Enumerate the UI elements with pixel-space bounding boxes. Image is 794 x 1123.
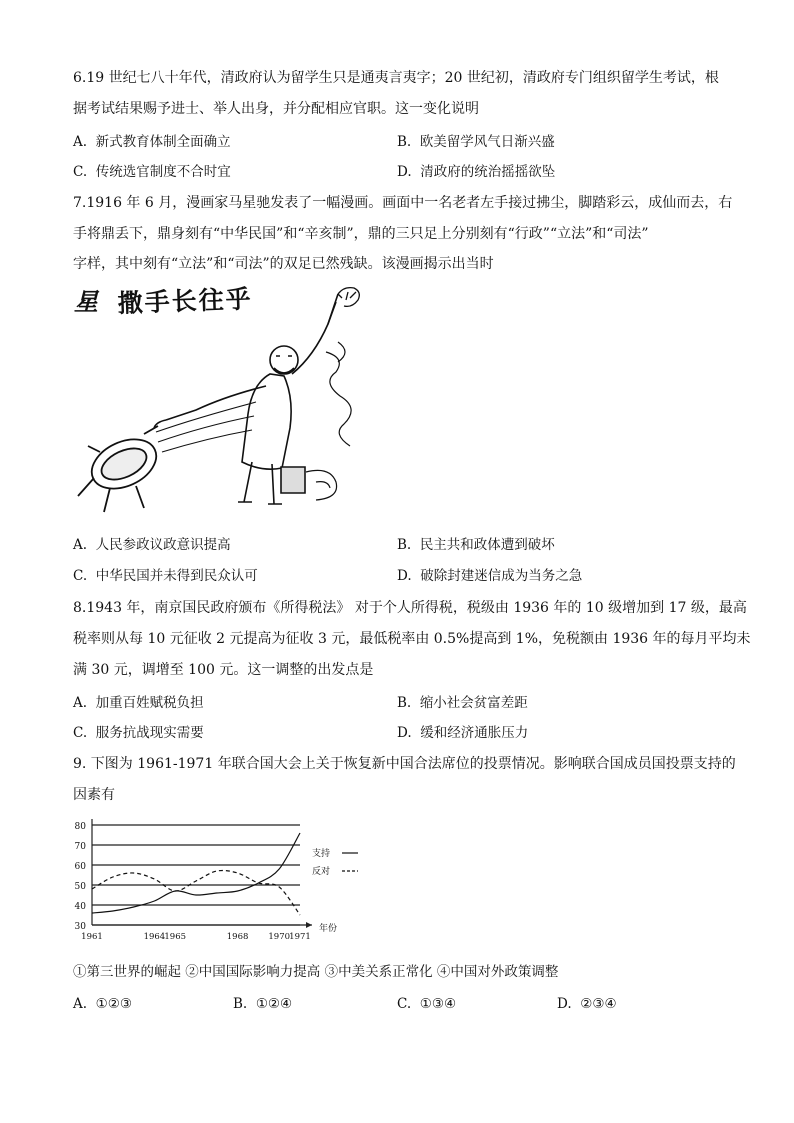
y-tick-label: 50 [74,882,86,892]
legend-label: 支持 [312,849,331,859]
q6-option-a: A. 新式教育体制全面确立 [73,134,231,150]
q8-option-d: D. 缓和经济通胀压力 [397,725,529,741]
q7-option-b: B. 民主共和政体遭到破坏 [397,537,555,553]
x-tick-label: 1971 [289,932,311,942]
x-tick-label: 1965 [164,932,187,942]
cartoon-caption: 撒手长往乎 [117,284,254,318]
q7-option-c: C. 中华民国并未得到民众认可 [73,568,258,584]
y-tick-label: 40 [74,902,86,912]
q9-option-a: A. ①②③ [73,996,132,1012]
q7-option-d: D. 破除封建迷信成为当务之急 [397,568,583,584]
q8-stem-line-1: 8.1943 年，南京国民政府颁布《所得税法》 对于个人所得税，税级由 1936 年的 10 级增加到 17 级，最高 [73,600,747,616]
x-tick-label: 1961 [81,932,103,942]
q8-option-b: B. 缩小社会贫富差距 [397,695,528,711]
q9-stem-line-1: 9. 下图为 1961-1971 年联合国大会上关于恢复新中国合法席位的投票情况。影响联合国成员国投票支持的 [73,756,736,772]
q9-option-c: C. ①③④ [397,996,457,1012]
y-tick-label: 80 [74,822,86,832]
q7-stem-line-3: 字样，其中刻有“立法”和“司法”的双足已然残缺。该漫画揭示出当时 [73,256,494,272]
q6-stem-line-1: 6.19 世纪七八十年代，清政府认为留学生只是通夷言夷字；20 世纪初，清政府专门组织留学生考试，根 [73,70,719,86]
cartoon-signature: 星 [74,287,98,316]
q6-option-c: C. 传统选官制度不合时宜 [73,164,231,180]
y-tick-label: 70 [74,842,86,852]
vote-chart [60,815,370,945]
q9-stem-line-2: 因素有 [73,787,115,803]
x-tick-label: 1964 [143,932,166,942]
cartoon-title [74,284,253,318]
cloud-swirls [306,342,351,500]
q9-statements: ①第三世界的崛起 ②中国国际影响力提高 ③中美关系正常化 ④中国对外政策调整 [73,964,559,980]
cartoon-illustration [66,282,366,522]
q7-option-a: A. 人民参政议政意识提高 [73,537,231,553]
q6-option-b: B. 欧美留学风气日渐兴盛 [397,134,555,150]
whisk-icon [338,288,359,307]
y-tick-label: 60 [74,862,86,872]
q8-option-a: A. 加重百姓赋税负担 [73,695,204,711]
y-tick-label: 30 [74,922,86,932]
q9-option-d: D. ②③④ [557,996,617,1012]
q7-stem-line-1: 7.1916 年 6 月，漫画家马星驰发表了一幅漫画。画面中一名老者左手接过拂尘，脚踏彩云，成仙而去，右 [73,195,733,211]
x-tick-label: 1968 [226,932,249,942]
x-axis-label: 年份 [318,924,338,934]
motion-lines [156,402,256,452]
x-axis-arrow-icon [306,922,312,928]
q6-option-d: D. 清政府的统治摇摇欲坠 [397,164,556,180]
q8-stem-line-2: 税率则从每 10 元征收 2 元提高为征收 3 元，最低税率由 0.5%提高到 1%，免税额由 1936 年的每月平均未 [73,631,751,647]
tripod-vessel-icon [78,426,164,512]
legend-label: 反对 [312,867,331,877]
q8-stem-line-3: 满 30 元，调增至 100 元。这一调整的出发点是 [73,662,374,678]
q8-option-c: C. 服务抗战现实需要 [73,725,204,741]
old-man-figure [154,294,338,504]
q6-stem-line-2: 据考试结果赐予进士、举人出身，并分配相应官职。这一变化说明 [73,101,479,117]
q7-stem-line-2: 手将鼎丢下，鼎身刻有“中华民国”和“辛亥制”，鼎的三只足上分别刻有“行政”“立法”和“司法” [73,226,649,242]
q9-option-b: B. ①②④ [233,996,293,1012]
x-tick-label: 1970 [268,932,291,942]
